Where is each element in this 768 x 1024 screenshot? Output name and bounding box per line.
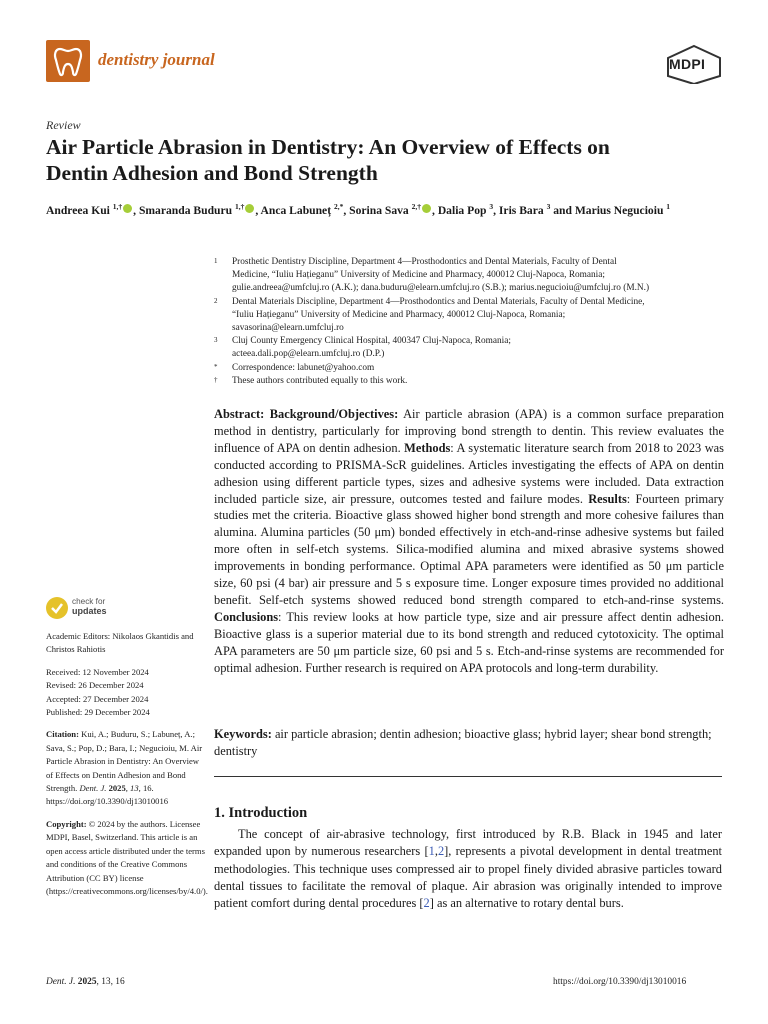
article-info-sidebar	[46, 630, 206, 907]
keywords-label: Keywords:	[214, 727, 272, 741]
author-separator: ,	[432, 203, 438, 217]
author-affiliation-mark: 3	[489, 202, 494, 211]
article-type: Review	[46, 118, 81, 132]
background-label: Background/Objectives:	[269, 407, 399, 421]
title-line-1: Air Particle Abrasion in Dentistry: An Overview of Effects on	[46, 135, 610, 159]
copyright-block	[46, 818, 206, 898]
copyright-label: Copyright:	[46, 818, 87, 829]
introduction-paragraph: The concept of air-abrasive technology, first introduced by R.B. Black in 1945 and later expanded upon by numerous researchers [1,2], represents a pivotal development in dental treatment methodologies. This technique uses compressed air to propel finely divided abrasive particles toward dental tissues to facilitate the removal of plaque. Air abrasion was originally intended to improve patient comfort during dental procedures [2] as an alternative to rotary dental burs.	[214, 827, 722, 911]
methods-label: Methods	[404, 440, 451, 455]
citation-label: Citation:	[46, 729, 79, 740]
results-label: Results	[588, 491, 627, 506]
author-affiliation-mark: 1	[666, 202, 671, 211]
intro-text-1: The concept of air-abrasive technology, first introduced by R.B. Black in 1945 and later expanded upon by numerous researchers [	[214, 827, 722, 859]
affiliation-line: Medicine, “Iuliu Hațieganu” University of Medicine and Pharmacy, 400012 Cluj-Napoca, Romania;	[232, 270, 605, 281]
author-affiliation-mark: 1,†	[112, 202, 123, 211]
footer-volume: , 13, 16	[96, 977, 125, 987]
copyright-text: © 2024 by the authors. Licensee MDPI, Basel, Switzerland. This article is an open access article distributed under the terms and conditions of the Creative Commons Attribution (CC BY) license (https://creativecommons.org/licenses/by/4.0/).	[46, 818, 208, 896]
academic-editors: Academic Editors: Nikolaos Gkantidis and Christos Rahiotis	[46, 631, 194, 655]
intro-text-3: ] as an alternative to rotary dental burs.	[429, 896, 624, 911]
author-separator: ,	[343, 203, 350, 217]
publisher-name: MDPI	[669, 56, 706, 72]
check-updates-label-bold[interactable]: updates	[72, 606, 107, 616]
citation-year: 2025	[108, 783, 126, 794]
abstract	[214, 406, 724, 677]
footer-year: 2025	[77, 977, 97, 987]
conclusions-label: Conclusions	[214, 609, 279, 624]
affiliation-item	[214, 335, 734, 361]
author-name[interactable]: Marius Negucioiu	[574, 203, 667, 217]
journal-name[interactable]: dentistry journal	[98, 50, 215, 69]
orcid-icon[interactable]	[123, 204, 132, 213]
abstract-label: Abstract:	[214, 407, 265, 421]
author-name[interactable]: Anca Labuneț	[260, 203, 334, 217]
affiliation-line: gulie.andreea@umfcluj.ro (A.K.); dana.buduru@elearn.umfcluj.ro (S.B.); marius.negucioiu@umfcluj.ro (M.N.)	[232, 283, 650, 294]
keywords	[214, 726, 724, 760]
affiliation-line: “Iuliu Hațieganu” University of Medicine and Pharmacy, 400012 Cluj-Napoca, Romania;	[232, 309, 566, 320]
orcid-icon[interactable]	[245, 204, 254, 213]
author-affiliation-mark: 2,†	[411, 202, 422, 211]
affiliation-mark: 3	[214, 336, 218, 345]
received-date: Received: 12 November 2024	[46, 666, 149, 677]
results-text: : Fourteen primary studies met the criteria. Bioactive glass showed higher bond strength and more cohesive failures than alumina. Alumina particles (50 μm) bonded effectively in etch-and-rinse adhesive systems but failed more often in self-etch systems. Silica-modified alumina and mixed abrasive systems showed improvements in bonding performance. Optimal APA parameters were identified as 50 μm particle size, 60 psi (4 bar) air pressure and 5 s exposure time. Longer exposure times provided no additional benefit. Self-etch systems showed reduced bond strength compared to etch-and-rinse systems.	[214, 491, 724, 607]
author-affiliation-mark: 1,†	[234, 202, 245, 211]
author-name[interactable]: Smaranda Buduru	[138, 203, 235, 217]
citation-text: Kui, A.; Buduru, S.; Labuneț, A.; Sava, S.; Pop, D.; Bara, I.; Negucioiu, M. Air Particle Abrasion in Dentistry: An Overview of Effects on Dentin Adhesion and Bond Strength.	[46, 729, 203, 794]
title-line-2: Dentin Adhesion and Bond Strength	[46, 161, 378, 185]
section-heading: 1. Introduction	[214, 805, 308, 821]
author-name[interactable]: Iris Bara	[498, 203, 547, 217]
tooth-icon	[46, 40, 90, 82]
affiliation-mark: *	[214, 362, 218, 371]
published-date: Published: 29 December 2024	[46, 707, 150, 718]
affiliation-line: Correspondence: labunet@yahoo.com	[232, 362, 375, 373]
affiliation-line: Dental Materials Discipline, Department 4—Prosthodontics and Dental Materials, Faculty of Dental Medicine,	[232, 296, 645, 307]
affiliation-item	[214, 362, 734, 375]
footer-doi-link[interactable]: https://doi.org/10.3390/dj13010016	[553, 977, 687, 987]
affiliation-line: acteea.dali.pop@elearn.umfcluj.ro (D.P.)	[232, 349, 385, 360]
affiliation-line: These authors contributed equally to this work.	[232, 375, 408, 386]
affiliation-mark: 2	[214, 296, 218, 305]
affiliation-line: savasorina@elearn.umfcluj.ro	[232, 323, 344, 334]
author-name[interactable]: Sorina Sava	[349, 203, 412, 217]
author-separator: and	[550, 203, 575, 217]
conclusions-text: : This review looks at how particle type, size and air pressure affect dentin adhesion. Bioactive glass is a superior material due to its bond strength and reduced cytotoxicity. The optimal APA parameters are 50 μm particle size, 60 psi and 5 s. Etch-and-rinse systems are recommended for optimal adhesion. Further research is required on APA protocols and long-term durability.	[214, 609, 724, 675]
background-text: Air particle abrasion (APA) is a common surface preparation method in dentistry, particularly for improving bond strength to dentin. This review evaluates the influence of APA on dentin adhesion.	[214, 407, 724, 455]
journal-logo	[46, 40, 90, 82]
affiliation-item	[214, 296, 734, 336]
citation-link[interactable]: 2	[437, 844, 445, 859]
orcid-icon[interactable]	[422, 204, 431, 213]
check-updates-label[interactable]: check for	[72, 597, 106, 606]
author-list	[46, 198, 726, 219]
citation-journal: Dent. J.	[79, 783, 107, 794]
author-separator: ,	[133, 203, 139, 217]
accepted-date: Accepted: 27 December 2024	[46, 693, 149, 704]
author-name[interactable]: Andreea Kui	[46, 203, 113, 217]
revised-date: Revised: 26 December 2024	[46, 680, 144, 691]
author-separator: ,	[493, 203, 499, 217]
author-separator: ,	[255, 203, 261, 217]
author-name[interactable]: Dalia Pop	[437, 203, 490, 217]
methods-text: : A systematic literature search from 2018 to 2023 was conducted according to PRISMA-ScR guidelines. Articles investigating the effects of APA on dentin adhesion using different particle types, sizes and adhesive systems were included. Data extraction included particle size, air pressure, outcomes tested and failure modes.	[214, 440, 724, 506]
citation-volume: 13	[130, 783, 139, 794]
affiliation-line: Cluj County Emergency Clinical Hospital, 400347 Cluj-Napoca, Romania;	[232, 336, 511, 347]
citation-doi[interactable]: , 16. https://doi.org/10.3390/dj13010016	[46, 783, 169, 807]
citation-link[interactable]: 1	[428, 844, 435, 859]
footer-citation	[46, 977, 125, 987]
affiliation-mark: †	[214, 375, 218, 384]
citation-block: Citation: Kui, A.; Buduru, S.; Labuneț, A.; Sava, S.; Pop, D.; Bara, I.; Negucioiu, M. Air Particle Abrasion in Dentistry: An Overview of Effects on Dentin Adhesion and Bond Strength. Dent. J. 2025, 13, 16. https://doi.org/10.3390/dj13010016	[46, 729, 203, 807]
affiliation-item	[214, 256, 734, 296]
keywords-text: air particle abrasion; dentin adhesion; bioactive glass; hybrid layer; shear bond strength; dentistry	[214, 727, 712, 758]
intro-text-2: ], represents a pivotal development in dental treatment methodologies. This technique uses compressed air to propel finely divided abrasive particles toward dental tissues to facilitate the removal of plaque. Air abrasion was originally intended to improve patient comfort during dental procedures [	[214, 844, 722, 911]
author-affiliation-mark: 2,*	[333, 202, 344, 211]
affiliation-mark: 1	[214, 257, 218, 265]
section-divider	[214, 776, 722, 777]
check-for-updates-icon[interactable]	[46, 597, 68, 619]
citation-link[interactable]: 2	[423, 896, 430, 911]
affiliations	[214, 256, 734, 388]
affiliation-item	[214, 375, 734, 388]
article-title	[46, 134, 736, 186]
author-affiliation-mark: 3	[546, 202, 551, 211]
footer-journal: Dent. J.	[46, 977, 76, 987]
affiliation-line: Prosthetic Dentistry Discipline, Department 4—Prosthodontics and Dental Materials, Faculty of Dental	[232, 257, 617, 267]
